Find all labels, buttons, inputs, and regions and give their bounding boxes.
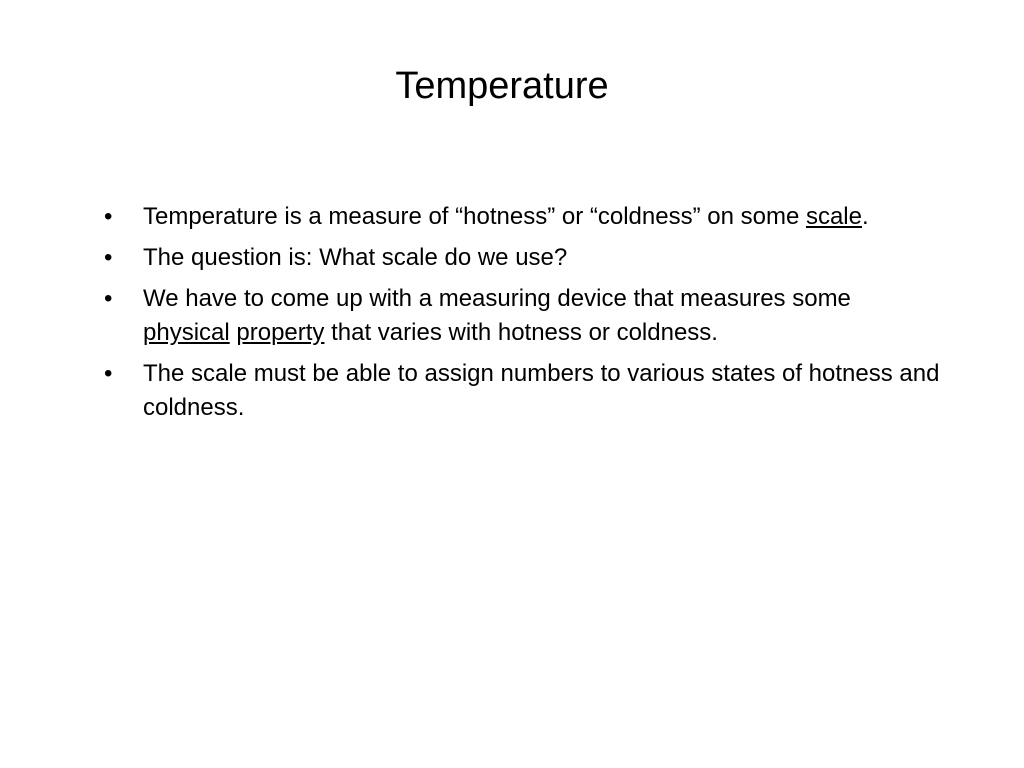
bullet-text-end: . <box>861 203 869 230</box>
underlined-term-scale: scale <box>805 203 862 230</box>
bullet-text: Temperature is a measure of “hotness” or “coldness” on some <box>143 203 806 230</box>
bullet-icon: • <box>104 244 113 271</box>
bullet-icon: • <box>104 203 113 230</box>
bullet-item-scale <box>104 200 944 234</box>
bullet-text-end: that varies with hotness or coldness. <box>324 319 718 346</box>
underlined-term-physical: physical <box>143 319 230 346</box>
bullet-text: We have to come up with a measuring device that measures some <box>143 285 851 312</box>
underlined-term-property: property <box>236 319 325 346</box>
bullet-text: The scale must be able to assign numbers to various states of hotness and coldness. <box>143 360 940 421</box>
bullet-icon: • <box>104 360 113 387</box>
bullet-list <box>104 200 944 432</box>
bullet-icon: • <box>104 285 113 312</box>
bullet-item-measuring-device <box>104 282 944 350</box>
bullet-text: The question is: What scale do we use? <box>143 244 568 271</box>
slide-title: Temperature <box>395 65 609 107</box>
bullet-item-assign-numbers <box>104 357 944 425</box>
bullet-item-question <box>104 241 944 275</box>
